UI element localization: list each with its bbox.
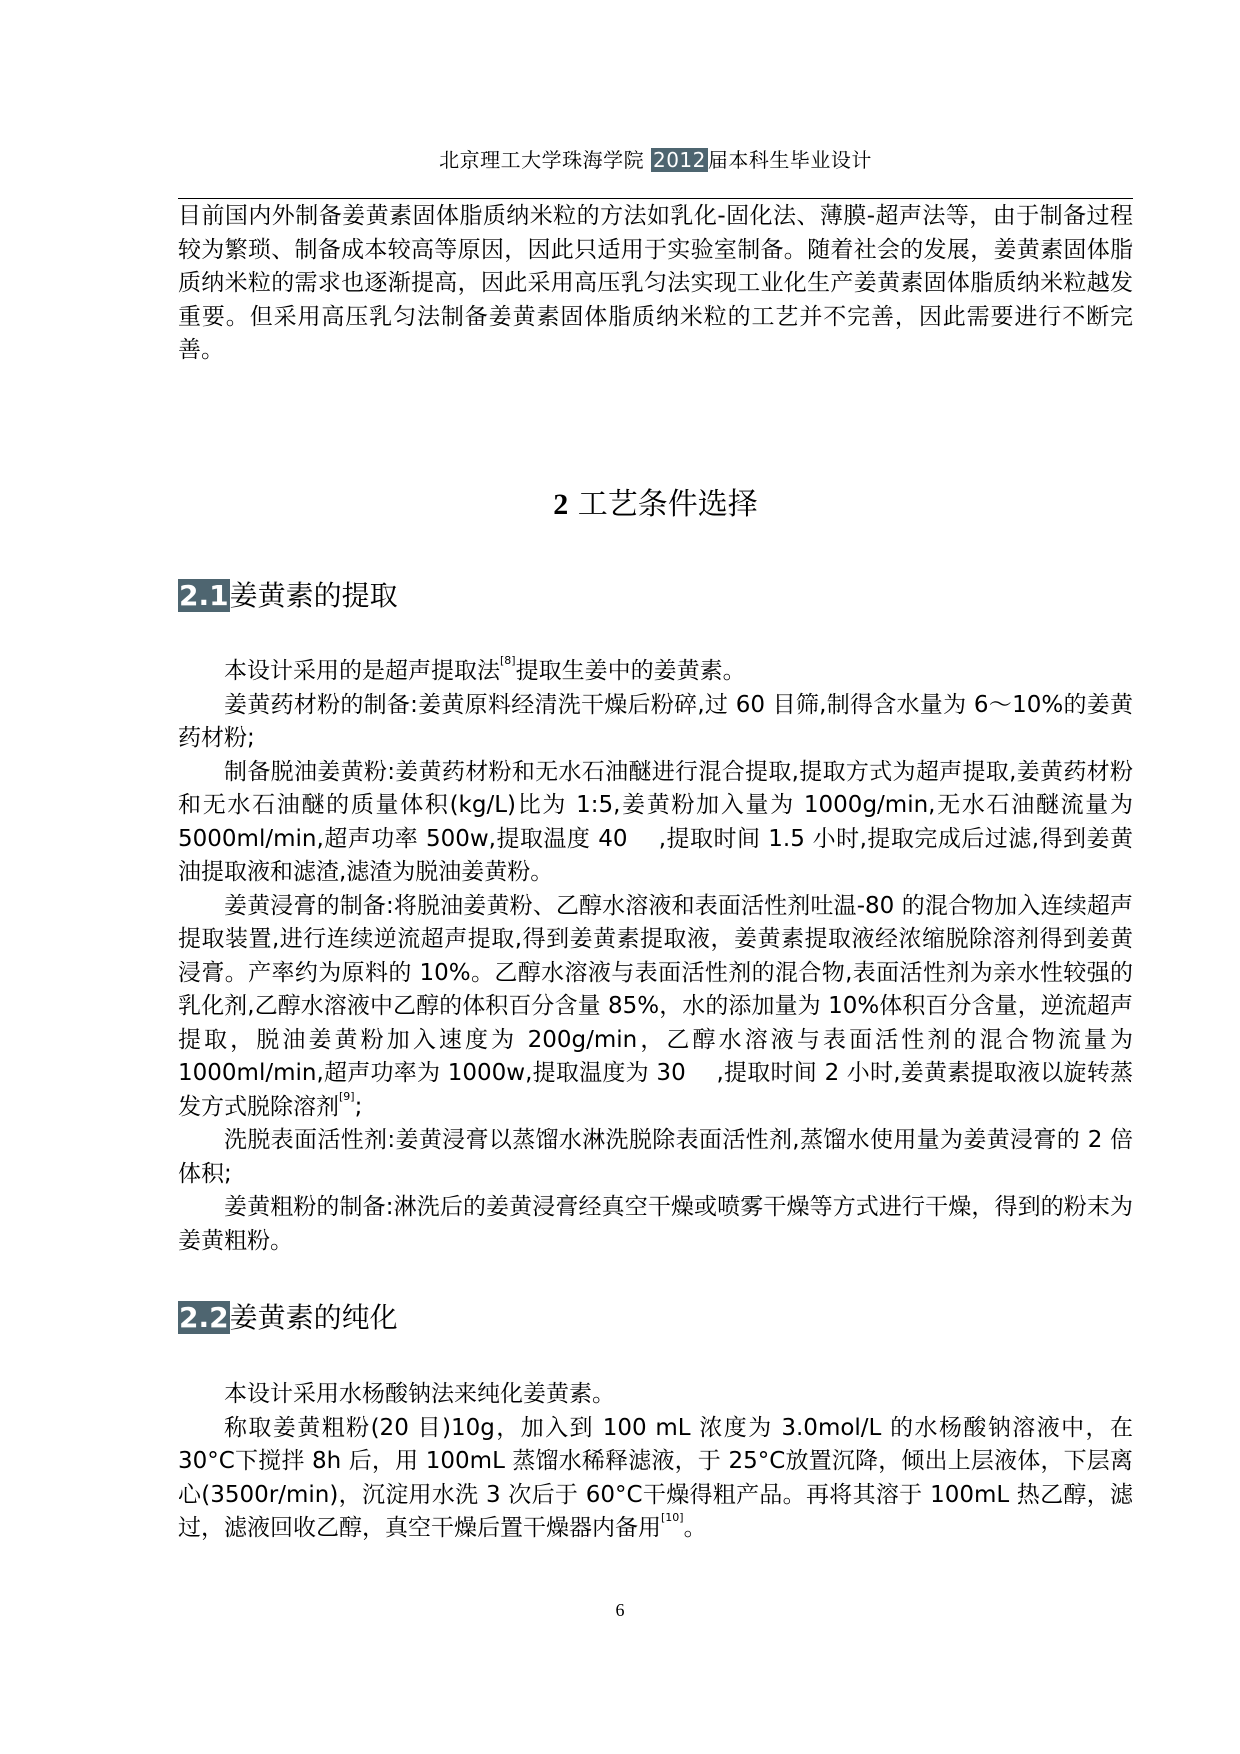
page-number: 6 (615, 1600, 625, 1620)
citation: [8] (500, 654, 516, 667)
section-2-2-heading (178, 1300, 398, 1336)
header-school: 北京理工大学珠海学院 (439, 148, 651, 172)
paragraph: 本设计采用的是超声提取法[8]提取生姜中的姜黄素。 (224, 654, 746, 684)
intro-paragraph (178, 200, 1133, 368)
section-number: 2.1 (179, 579, 229, 612)
citation: [9] (339, 1089, 355, 1103)
paragraph: 姜黄粗粉的制备:淋洗后的姜黄浸膏经真空干燥或喷雾干燥等方式进行干燥，得到的粉末为姜黄粗粉。 (178, 1194, 1133, 1254)
section-title: 姜黄素的提取 (229, 579, 398, 612)
paragraph: 本设计采用水杨酸钠法来纯化姜黄素。 (224, 1381, 615, 1407)
section-2-1-heading (178, 578, 398, 614)
paragraph: 洗脱表面活性剂:姜黄浸膏以蒸馏水淋洗脱除表面活性剂,蒸馏水使用量为姜黄浸膏的 2 倍体积; (178, 1127, 1133, 1187)
header-suffix: 届本科生毕业设计 (707, 148, 872, 172)
intro-text: 目前国内外制备姜黄素固体脂质纳米粒的方法如乳化-固化法、薄膜-超声法等，由于制备过程较为繁琐、制备成本较高等原因，因此只适用于实验室制备。随着社会的发展，姜黄素固体脂质纳米粒的需求也逐渐提高，因此采用高压乳匀法实现工业化生产姜黄素固体脂质纳米粒越发重要。但采用高压乳匀法制备姜黄素固体脂质纳米粒的工艺并不完善，因此需要进行不断完善。 (178, 203, 1133, 363)
section-title: 姜黄素的纯化 (229, 1301, 398, 1334)
citation: [10] (661, 1511, 684, 1524)
chapter-title (178, 485, 1133, 525)
running-header (178, 146, 1133, 174)
paragraph: 制备脱油姜黄粉:姜黄药材粉和无水石油醚进行混合提取,提取方式为超声提取,姜黄药材粉和无水石油醚的质量体积(kg/L)比为 1:5,姜黄粉加入量为 1000g/min,无水石油醚流量为 5000ml/min,超声功率 500w,提取温度 40 ,提取时间 1.5 小时,提取完成后过滤,得到姜黄油提取液和滤渣,滤渣为脱油姜黄粉。 (178, 758, 1133, 885)
header-year-highlight: 2012 (652, 148, 706, 172)
chapter-title-text: 工艺条件选择 (568, 487, 758, 522)
header-rule (178, 198, 1133, 199)
paragraph: 称取姜黄粗粉(20 目)10g，加入到 100 mL 浓度为 3.0mol/L 的水杨酸钠溶液中，在 30°C下搅拌 8h 后，用 100mL 蒸馏水稀释滤液，于 25°C放置沉降，倾出上层液体，下层离心(3500r/min)，沉淀用水洗 3 次后于 60°C干燥得粗产品。再将其溶于 100mL 热乙醇，滤过，滤液回收乙醇，真空干燥后置干燥器内备用[10]。 (178, 1414, 1133, 1541)
section-number: 2.2 (179, 1301, 229, 1334)
paragraph: 姜黄药材粉的制备:姜黄原料经清洗干燥后粉碎,过 60 目筛,制得含水量为 6～10%的姜黄药材粉; (178, 691, 1133, 751)
paragraph: 姜黄浸膏的制备:将脱油姜黄粉、乙醇水溶液和表面活性剂吐温-80 的混合物加入连续超声提取装置,进行连续逆流超声提取,得到姜黄素提取液，姜黄素提取液经浓缩脱除溶剂得到姜黄浸膏。产率约为原料的 10%。乙醇水溶液与表面活性剂的混合物,表面活性剂为亲水性较强的乳化剂,乙醇水溶液中乙醇的体积百分含量 85%，水的添加量为 10%体积百分含量，逆流超声提取，脱油姜黄粉加入速度为 200g/min，乙醇水溶液与表面活性剂的混合物流量为 1000ml/min,超声功率为 1000w,提取温度为 30 ,提取时间 2 小时,姜黄素提取液以旋转蒸发方式脱除溶剂[9]; (178, 892, 1133, 1120)
section-2-2-body (178, 1378, 1133, 1546)
chapter-number: 2 (553, 488, 569, 521)
section-2-1-body (178, 655, 1133, 1258)
